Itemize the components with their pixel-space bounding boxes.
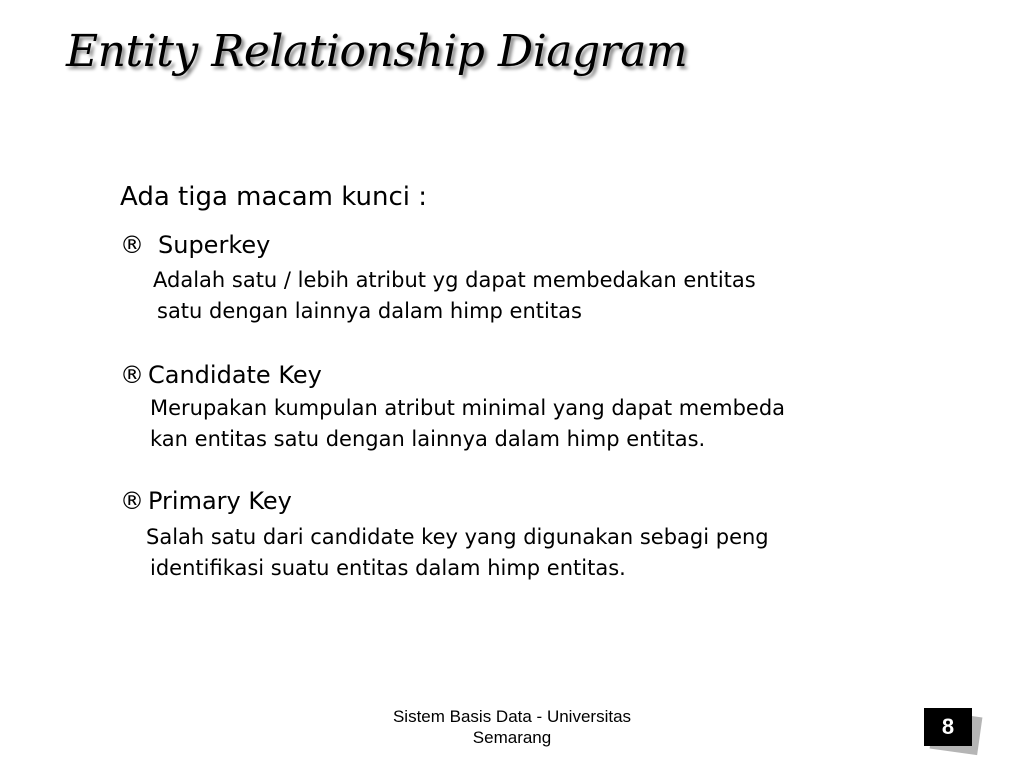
registered-bullet-icon: ® bbox=[120, 361, 144, 389]
footer-line: Sistem Basis Data - Universitas bbox=[392, 707, 632, 726]
description-line: Adalah satu / lebih atribut yg dapat membedakan entitas bbox=[153, 268, 756, 292]
registered-bullet-icon: ® bbox=[120, 231, 144, 259]
key-primary-heading bbox=[120, 487, 292, 516]
slide-title: Entity Relationship Diagram bbox=[66, 26, 688, 77]
footer-line: Semarang bbox=[472, 728, 552, 747]
footer-caption bbox=[340, 706, 684, 748]
key-name: Candidate Key bbox=[148, 361, 322, 389]
registered-bullet-icon: ® bbox=[120, 487, 144, 515]
description-line: identifikasi suatu entitas dalam himp entitas. bbox=[150, 556, 626, 580]
description-line: Merupakan kumpulan atribut minimal yang dapat membeda bbox=[150, 396, 786, 420]
key-superkey-heading bbox=[120, 231, 270, 260]
page-number-badge bbox=[924, 708, 974, 748]
intro-text: Ada tiga macam kunci : bbox=[120, 182, 427, 212]
key-name: Superkey bbox=[158, 231, 271, 259]
page-number: 8 bbox=[924, 708, 972, 746]
description-line: satu dengan lainnya dalam himp entitas bbox=[157, 299, 582, 323]
key-name: Primary Key bbox=[148, 487, 292, 515]
key-candidate-description bbox=[150, 393, 785, 455]
key-primary-description bbox=[146, 522, 769, 584]
description-line: Salah satu dari candidate key yang digunakan sebagi peng bbox=[146, 525, 769, 549]
key-candidate-heading bbox=[120, 361, 322, 390]
description-line: kan entitas satu dengan lainnya dalam himp entitas. bbox=[150, 427, 706, 451]
key-superkey-description bbox=[153, 265, 756, 327]
